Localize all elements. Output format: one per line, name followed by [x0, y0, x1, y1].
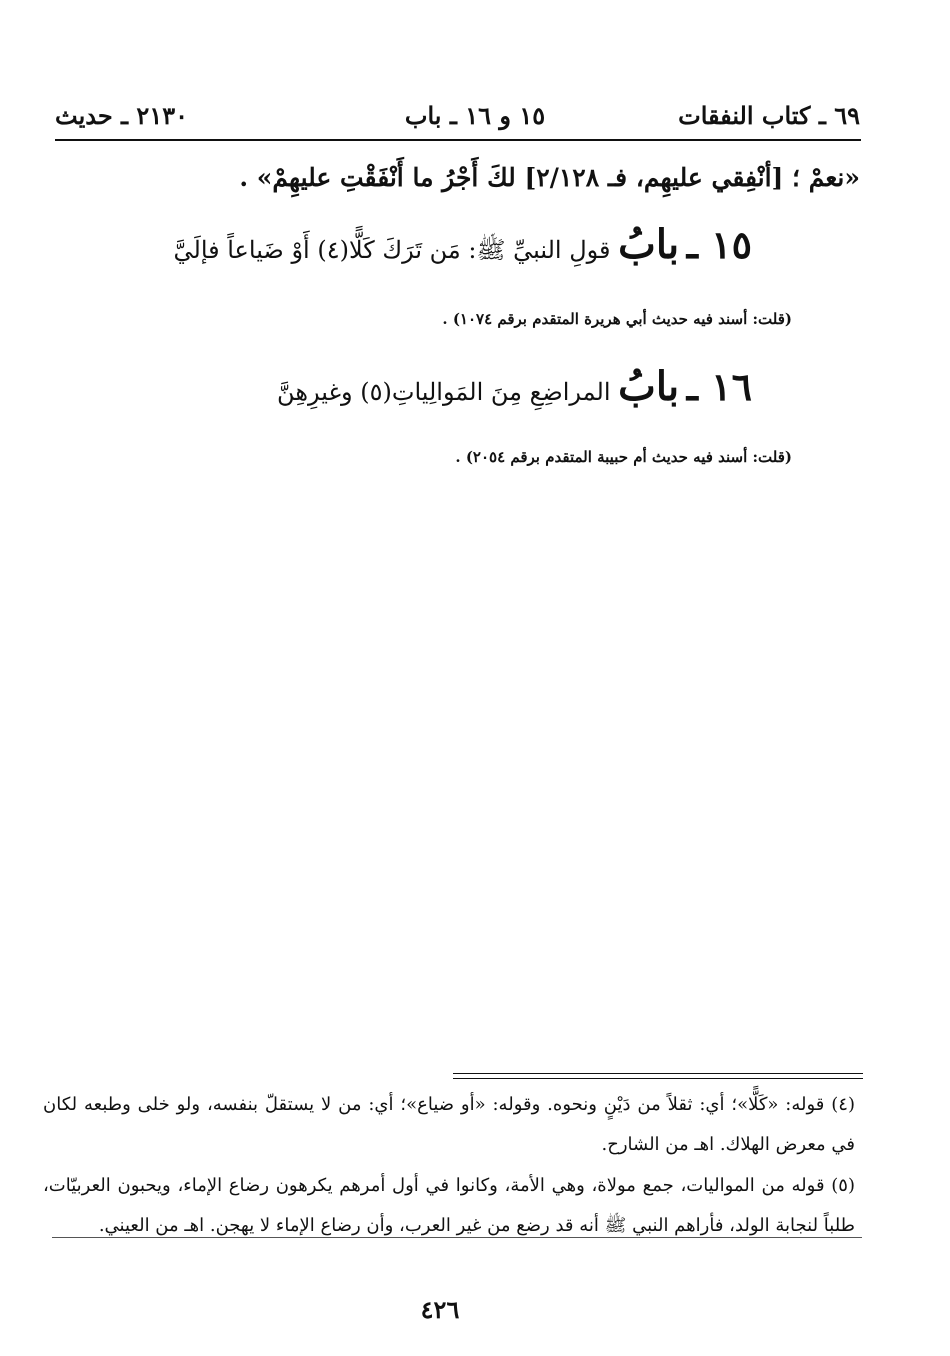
footnote-rule [453, 1073, 863, 1074]
bab-16-heading [277, 357, 752, 422]
bab-15-number: ١٥ ـ [686, 222, 752, 267]
header-rule [55, 139, 861, 141]
footnote-rule-secondary [453, 1078, 863, 1079]
footnote-underline [52, 1237, 862, 1238]
footnote-5: (٥) قوله من المواليات، جمع مولاة، وهي الأمة، وكانوا في أول أمرهم يكرهون رضاع الإماء، ويحبون العربيّات، طلباً لنجابة الولد، فأراهم النبي ﷺ أنه قد رضع من غير العرب، وأن رضاع الإماء لا يهجن. اهـ من العيني. [43, 1175, 855, 1236]
running-header [55, 96, 860, 136]
footnote-4: (٤) قوله: «كَلًّا»؛ أي: ثقلاً من دَيْنٍ ونحوه. وقوله: «أو ضياع»؛ أي: من لا يستقلّ بنفسه، ولو خلى وطبعه لكان في معرض الهلاك. اهـ من الشارح. [43, 1094, 855, 1155]
bab-16-number: ١٦ ـ [686, 364, 752, 409]
bab-16-title: المراضِعِ مِنَ المَوالِياتِ(٥) وغيرِهِنَّ [277, 378, 611, 406]
page-number: ٤٢٦ [420, 1295, 460, 1324]
bab-15-heading [174, 215, 752, 280]
section-range: ١٥ و ١٦ ـ باب [404, 101, 546, 130]
bab-15-note: (قلت: أسند فيه حديث أبي هريرة المتقدم برقم ١٠٧٤) . [442, 310, 792, 328]
bab-15-word: بابُ [618, 221, 680, 268]
bab-15-title: قولِ النبيِّ ﷺ: مَن تَرَكَ كَلًّا(٤) أَوْ ضَياعاً فإلَيَّ [173, 236, 611, 264]
hadith-range: ٢١٣٠ ـ حديث [55, 101, 188, 130]
bab-16-note: (قلت: أسند فيه حديث أم حبيبة المتقدم برقم ٢٠٥٤) . [455, 448, 792, 466]
bab-16-word: بابُ [618, 363, 680, 410]
chapter-title: ٦٩ ـ كتاب النفقات [678, 101, 860, 130]
hadith-end-text: «نعمْ ؛ [أنْفِقي عليهِم، فـ ٢/١٢٨] لكَ أَجْرُ ما أَنْفَقْتِ عليهِمْ» . [239, 163, 860, 192]
